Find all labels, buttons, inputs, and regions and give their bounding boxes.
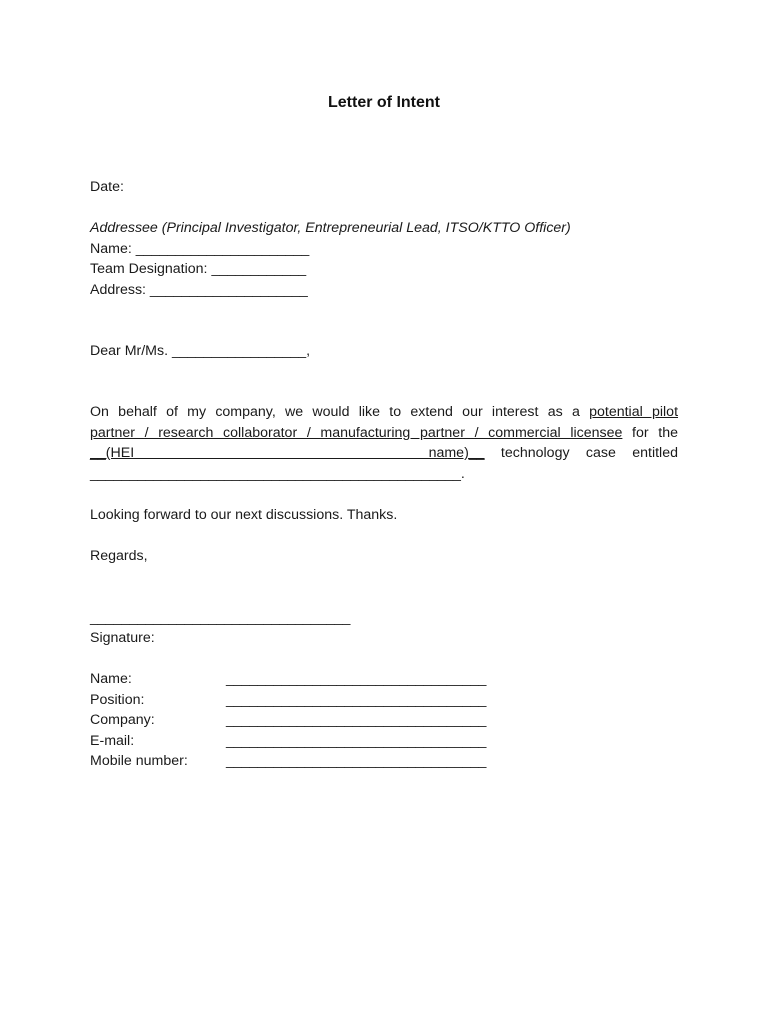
body-line-2 [90, 423, 678, 444]
body-paragraph [90, 402, 678, 484]
document-title: Letter of Intent [328, 94, 440, 111]
signer-position-label: Position: [90, 691, 145, 708]
team-designation-line: Team Designation: ____________ [90, 261, 307, 277]
signer-name-blank: _________________________________ [226, 671, 487, 687]
body-line-2-suffix: for the [622, 424, 678, 441]
body-line-3-suffix: technology case entitled [484, 445, 678, 461]
closing-line: Looking forward to our next discussions. Thanks. [90, 507, 398, 523]
signer-position-blank: _________________________________ [226, 691, 487, 708]
addressee-note: Addressee (Principal Investigator, Entrepreneurial Lead, ITSO/KTTO Officer) [90, 220, 571, 236]
signature-label: Signature: [90, 630, 155, 646]
role-options: partner / research collaborator / manufacturing partner / commercial licensee [90, 424, 623, 441]
signer-company-label: Company: [90, 712, 155, 728]
signer-email-label: E-mail: [90, 732, 135, 749]
role-potential-pilot: potential pilot [589, 404, 679, 420]
regards: Regards, [90, 548, 148, 564]
signer-name-label: Name: [90, 671, 132, 687]
technology-title-blank: _______________________________________________. [90, 465, 465, 482]
body-line-1-prefix: On behalf of my company, we would like to extend our interest as a [90, 404, 590, 420]
body-line-3 [90, 443, 678, 464]
date-label: Date: [90, 179, 124, 195]
signer-company-blank: _________________________________ [226, 712, 487, 728]
letter-page [90, 0, 678, 1024]
signer-email-blank: _________________________________ [226, 732, 487, 749]
signer-mobile-label: Mobile number: [90, 753, 188, 769]
signer-mobile-blank: _________________________________ [226, 753, 487, 769]
addressee-name-line: Name: ______________________ [90, 240, 310, 257]
hei-name-blank: __(HEI name)__ [90, 445, 485, 461]
body-line-1 [90, 402, 678, 423]
salutation: Dear Mr/Ms. _________________, [90, 343, 311, 359]
address-line: Address: ____________________ [90, 281, 308, 298]
signature-blank: _________________________________ [90, 610, 351, 626]
